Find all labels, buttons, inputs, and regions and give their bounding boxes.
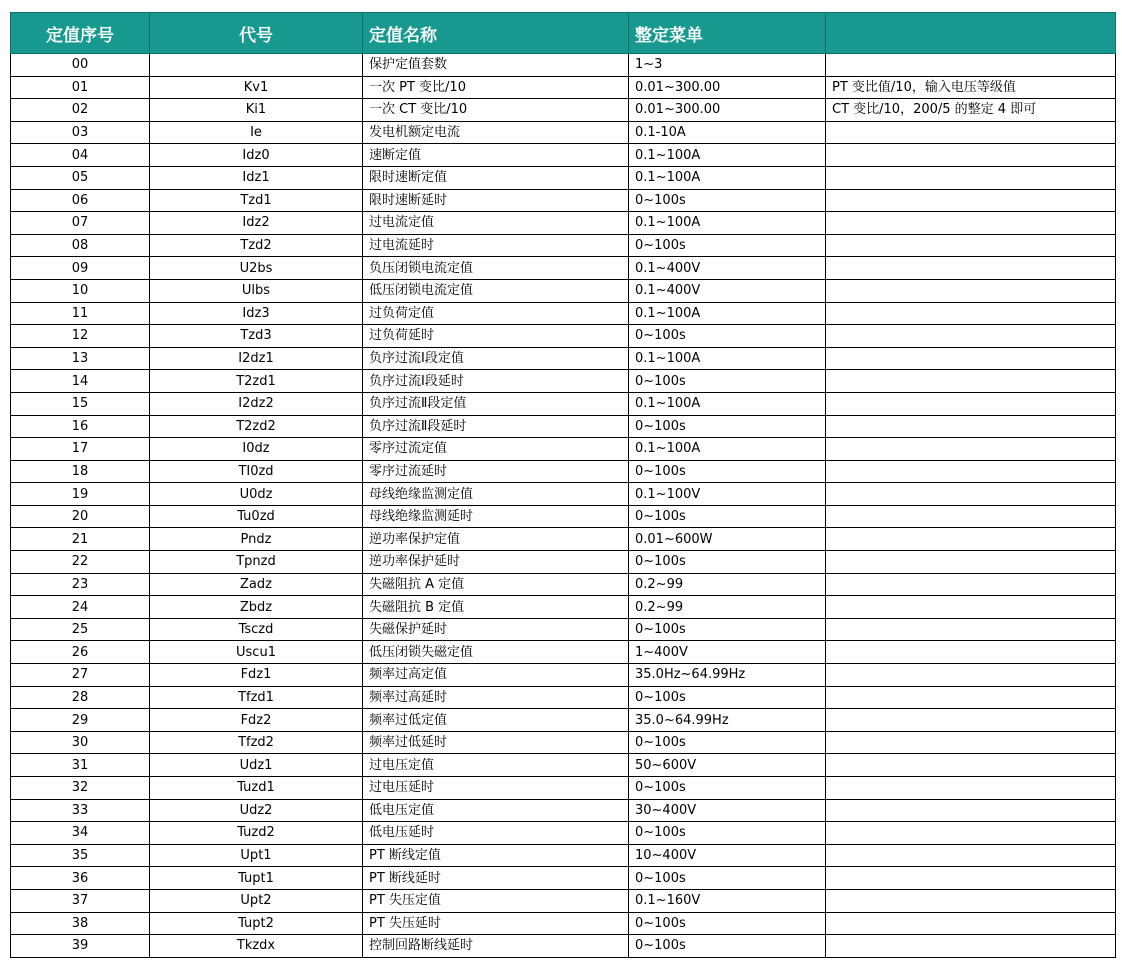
cell-code: I0dz (150, 438, 363, 461)
table-row (11, 325, 1116, 348)
cell-seq: 13 (11, 347, 150, 370)
cell-note: CT 变比/10，200/5 的整定 4 即可 (826, 99, 1116, 122)
cell-name: PT 失压定值 (363, 889, 629, 912)
cell-seq: 31 (11, 754, 150, 777)
cell-code: Kv1 (150, 76, 363, 99)
cell-note (826, 144, 1116, 167)
table-row (11, 889, 1116, 912)
cell-name: 负压闭锁电流定值 (363, 257, 629, 280)
cell-code: TI0zd (150, 460, 363, 483)
cell-menu: 0.1~100A (629, 166, 826, 189)
cell-code: I2dz1 (150, 347, 363, 370)
cell-name: 低压闭锁失磁定值 (363, 641, 629, 664)
table-row (11, 754, 1116, 777)
table-row (11, 551, 1116, 574)
cell-seq: 29 (11, 709, 150, 732)
table-row (11, 415, 1116, 438)
cell-menu: 0.01~300.00 (629, 76, 826, 99)
cell-seq: 33 (11, 799, 150, 822)
cell-note (826, 347, 1116, 370)
table-row (11, 99, 1116, 122)
cell-code: U2bs (150, 257, 363, 280)
cell-name: 保护定值套数 (363, 54, 629, 77)
cell-name: 发电机额定电流 (363, 121, 629, 144)
table-row (11, 731, 1116, 754)
cell-note (826, 641, 1116, 664)
cell-name: 频率过高定值 (363, 664, 629, 687)
cell-note (826, 618, 1116, 641)
cell-seq: 10 (11, 279, 150, 302)
table-row (11, 460, 1116, 483)
cell-note (826, 212, 1116, 235)
cell-seq: 11 (11, 302, 150, 325)
cell-name: 频率过低延时 (363, 731, 629, 754)
cell-name: 控制回路断线延时 (363, 935, 629, 958)
cell-name: 逆功率保护延时 (363, 551, 629, 574)
cell-menu: 0.1~100A (629, 212, 826, 235)
cell-note (826, 257, 1116, 280)
cell-note (826, 279, 1116, 302)
table-row (11, 234, 1116, 257)
cell-menu: 50~600V (629, 754, 826, 777)
cell-seq: 27 (11, 664, 150, 687)
cell-name: 失磁阻抗 B 定值 (363, 596, 629, 619)
cell-code (150, 54, 363, 77)
cell-name: 过电压延时 (363, 777, 629, 800)
cell-seq: 01 (11, 76, 150, 99)
cell-seq: 15 (11, 392, 150, 415)
cell-seq: 20 (11, 505, 150, 528)
table-row (11, 596, 1116, 619)
cell-menu: 0.1~160V (629, 889, 826, 912)
table-row (11, 528, 1116, 551)
cell-seq: 17 (11, 438, 150, 461)
cell-name: 一次 PT 变比/10 (363, 76, 629, 99)
cell-note: PT 变比值/10，输入电压等级值 (826, 76, 1116, 99)
cell-note (826, 121, 1116, 144)
cell-name: 频率过高延时 (363, 686, 629, 709)
table-row (11, 144, 1116, 167)
cell-menu: 0.01~600W (629, 528, 826, 551)
cell-menu: 0.1~100V (629, 483, 826, 506)
cell-name: 过负荷延时 (363, 325, 629, 348)
cell-name: 一次 CT 变比/10 (363, 99, 629, 122)
cell-code: Tfzd1 (150, 686, 363, 709)
cell-code: Idz2 (150, 212, 363, 235)
cell-code: Idz3 (150, 302, 363, 325)
cell-code: Tuzd2 (150, 822, 363, 845)
cell-seq: 08 (11, 234, 150, 257)
cell-name: 过负荷定值 (363, 302, 629, 325)
cell-note (826, 234, 1116, 257)
cell-name: PT 断线延时 (363, 867, 629, 890)
table-row (11, 54, 1116, 77)
table-row (11, 686, 1116, 709)
table-row (11, 121, 1116, 144)
cell-menu: 0~100s (629, 551, 826, 574)
table-row (11, 166, 1116, 189)
cell-seq: 05 (11, 166, 150, 189)
cell-code: T2zd2 (150, 415, 363, 438)
cell-menu: 0~100s (629, 777, 826, 800)
cell-seq: 22 (11, 551, 150, 574)
table-row (11, 505, 1116, 528)
cell-menu: 35.0Hz~64.99Hz (629, 664, 826, 687)
cell-note (826, 528, 1116, 551)
cell-code: Zadz (150, 573, 363, 596)
header-menu: 整定菜单 (629, 13, 826, 54)
cell-menu: 0~100s (629, 505, 826, 528)
cell-name: PT 断线定值 (363, 844, 629, 867)
cell-code: Ie (150, 121, 363, 144)
cell-name: 母线绝缘监测延时 (363, 505, 629, 528)
cell-note (826, 505, 1116, 528)
table-row (11, 867, 1116, 890)
cell-note (826, 822, 1116, 845)
cell-code: U0dz (150, 483, 363, 506)
cell-name: 负序过流Ⅱ段定值 (363, 392, 629, 415)
cell-seq: 35 (11, 844, 150, 867)
cell-menu: 0~100s (629, 935, 826, 958)
cell-code: Idz0 (150, 144, 363, 167)
cell-menu: 1~3 (629, 54, 826, 77)
cell-note (826, 370, 1116, 393)
cell-name: 速断定值 (363, 144, 629, 167)
cell-code: Upt2 (150, 889, 363, 912)
cell-seq: 23 (11, 573, 150, 596)
table-body (11, 54, 1116, 958)
cell-code: Tsczd (150, 618, 363, 641)
cell-code: Tzd1 (150, 189, 363, 212)
cell-name: 零序过流延时 (363, 460, 629, 483)
cell-menu: 0~100s (629, 867, 826, 890)
cell-seq: 06 (11, 189, 150, 212)
cell-seq: 04 (11, 144, 150, 167)
table-row (11, 483, 1116, 506)
table-row (11, 777, 1116, 800)
cell-code: Ki1 (150, 99, 363, 122)
table-row (11, 935, 1116, 958)
cell-seq: 18 (11, 460, 150, 483)
header-code: 代号 (150, 13, 363, 54)
cell-name: 失磁阻抗 A 定值 (363, 573, 629, 596)
cell-note (826, 754, 1116, 777)
cell-name: 限时速断定值 (363, 166, 629, 189)
cell-menu: 0.1-10A (629, 121, 826, 144)
cell-note (826, 415, 1116, 438)
cell-code: Tupt2 (150, 912, 363, 935)
cell-menu: 0.1~100A (629, 392, 826, 415)
cell-seq: 21 (11, 528, 150, 551)
cell-code: Tkzdx (150, 935, 363, 958)
cell-code: Tzd2 (150, 234, 363, 257)
cell-menu: 0~100s (629, 234, 826, 257)
cell-name: 负序过流Ⅰ段延时 (363, 370, 629, 393)
cell-code: Ulbs (150, 279, 363, 302)
cell-menu: 0~100s (629, 912, 826, 935)
cell-name: 低电压定值 (363, 799, 629, 822)
cell-seq: 38 (11, 912, 150, 935)
table-row (11, 189, 1116, 212)
cell-name: 过电流定值 (363, 212, 629, 235)
cell-menu: 0~100s (629, 415, 826, 438)
cell-note (826, 867, 1116, 890)
cell-name: 限时速断延时 (363, 189, 629, 212)
cell-code: Fdz1 (150, 664, 363, 687)
table-row (11, 641, 1116, 664)
cell-seq: 25 (11, 618, 150, 641)
cell-menu: 0~100s (629, 731, 826, 754)
cell-menu: 0~100s (629, 618, 826, 641)
cell-code: Zbdz (150, 596, 363, 619)
cell-seq: 16 (11, 415, 150, 438)
cell-menu: 35.0~64.99Hz (629, 709, 826, 732)
cell-seq: 00 (11, 54, 150, 77)
cell-note (826, 302, 1116, 325)
cell-name: 失磁保护延时 (363, 618, 629, 641)
settings-table (10, 12, 1116, 958)
cell-menu: 1~400V (629, 641, 826, 664)
cell-menu: 0.1~100A (629, 144, 826, 167)
table-row (11, 370, 1116, 393)
cell-note (826, 844, 1116, 867)
table-row (11, 438, 1116, 461)
header-name: 定值名称 (363, 13, 629, 54)
cell-note (826, 166, 1116, 189)
table-row (11, 347, 1116, 370)
cell-code: I2dz2 (150, 392, 363, 415)
cell-menu: 0~100s (629, 189, 826, 212)
cell-menu: 0.01~300.00 (629, 99, 826, 122)
header-note (826, 13, 1116, 54)
cell-seq: 26 (11, 641, 150, 664)
cell-seq: 28 (11, 686, 150, 709)
table-row (11, 912, 1116, 935)
cell-note (826, 596, 1116, 619)
cell-menu: 0~100s (629, 460, 826, 483)
cell-seq: 34 (11, 822, 150, 845)
table-row (11, 573, 1116, 596)
cell-code: Tu0zd (150, 505, 363, 528)
cell-menu: 0.1~400V (629, 257, 826, 280)
table-row (11, 664, 1116, 687)
cell-menu: 0~100s (629, 325, 826, 348)
cell-note (826, 392, 1116, 415)
cell-name: 负序过流Ⅰ段定值 (363, 347, 629, 370)
cell-code: Fdz2 (150, 709, 363, 732)
cell-code: Uscu1 (150, 641, 363, 664)
cell-seq: 36 (11, 867, 150, 890)
cell-seq: 09 (11, 257, 150, 280)
cell-note (826, 889, 1116, 912)
cell-note (826, 54, 1116, 77)
cell-note (826, 912, 1116, 935)
cell-seq: 07 (11, 212, 150, 235)
cell-menu: 0~100s (629, 822, 826, 845)
cell-name: 过电压定值 (363, 754, 629, 777)
cell-code: Tupt1 (150, 867, 363, 890)
cell-note (826, 460, 1116, 483)
cell-seq: 12 (11, 325, 150, 348)
cell-note (826, 551, 1116, 574)
cell-note (826, 731, 1116, 754)
table-row (11, 302, 1116, 325)
table-row (11, 844, 1116, 867)
cell-note (826, 664, 1116, 687)
table-row (11, 257, 1116, 280)
cell-name: 逆功率保护定值 (363, 528, 629, 551)
header-row (11, 13, 1116, 54)
cell-seq: 32 (11, 777, 150, 800)
cell-code: Tzd3 (150, 325, 363, 348)
cell-seq: 30 (11, 731, 150, 754)
cell-code: Tpnzd (150, 551, 363, 574)
cell-note (826, 686, 1116, 709)
cell-seq: 24 (11, 596, 150, 619)
cell-seq: 19 (11, 483, 150, 506)
cell-name: 频率过低定值 (363, 709, 629, 732)
cell-code: Upt1 (150, 844, 363, 867)
cell-note (826, 573, 1116, 596)
cell-menu: 0.2~99 (629, 596, 826, 619)
cell-menu: 0.1~100A (629, 302, 826, 325)
cell-menu: 10~400V (629, 844, 826, 867)
cell-code: T2zd1 (150, 370, 363, 393)
settings-table-container (10, 12, 1115, 958)
cell-name: 过电流延时 (363, 234, 629, 257)
table-row (11, 279, 1116, 302)
cell-seq: 37 (11, 889, 150, 912)
cell-note (826, 438, 1116, 461)
cell-code: Tuzd1 (150, 777, 363, 800)
cell-code: Idz1 (150, 166, 363, 189)
table-row (11, 618, 1116, 641)
cell-name: 零序过流定值 (363, 438, 629, 461)
cell-note (826, 799, 1116, 822)
cell-note (826, 483, 1116, 506)
cell-note (826, 325, 1116, 348)
table-row (11, 709, 1116, 732)
cell-code: Tfzd2 (150, 731, 363, 754)
cell-note (826, 709, 1116, 732)
cell-code: Pndz (150, 528, 363, 551)
cell-name: 低电压延时 (363, 822, 629, 845)
cell-seq: 02 (11, 99, 150, 122)
cell-name: 低压闭锁电流定值 (363, 279, 629, 302)
cell-note (826, 935, 1116, 958)
cell-menu: 0.1~400V (629, 279, 826, 302)
cell-code: Udz1 (150, 754, 363, 777)
cell-name: PT 失压延时 (363, 912, 629, 935)
cell-note (826, 777, 1116, 800)
table-row (11, 76, 1116, 99)
cell-menu: 0~100s (629, 686, 826, 709)
cell-seq: 14 (11, 370, 150, 393)
table-row (11, 212, 1116, 235)
table-header (11, 13, 1116, 54)
cell-code: Udz2 (150, 799, 363, 822)
cell-seq: 39 (11, 935, 150, 958)
table-row (11, 392, 1116, 415)
cell-menu: 0.2~99 (629, 573, 826, 596)
cell-menu: 0~100s (629, 370, 826, 393)
cell-seq: 03 (11, 121, 150, 144)
cell-menu: 0.1~100A (629, 438, 826, 461)
cell-menu: 30~400V (629, 799, 826, 822)
cell-menu: 0.1~100A (629, 347, 826, 370)
cell-name: 负序过流Ⅱ段延时 (363, 415, 629, 438)
table-row (11, 799, 1116, 822)
header-seq: 定值序号 (11, 13, 150, 54)
table-row (11, 822, 1116, 845)
cell-name: 母线绝缘监测定值 (363, 483, 629, 506)
cell-note (826, 189, 1116, 212)
